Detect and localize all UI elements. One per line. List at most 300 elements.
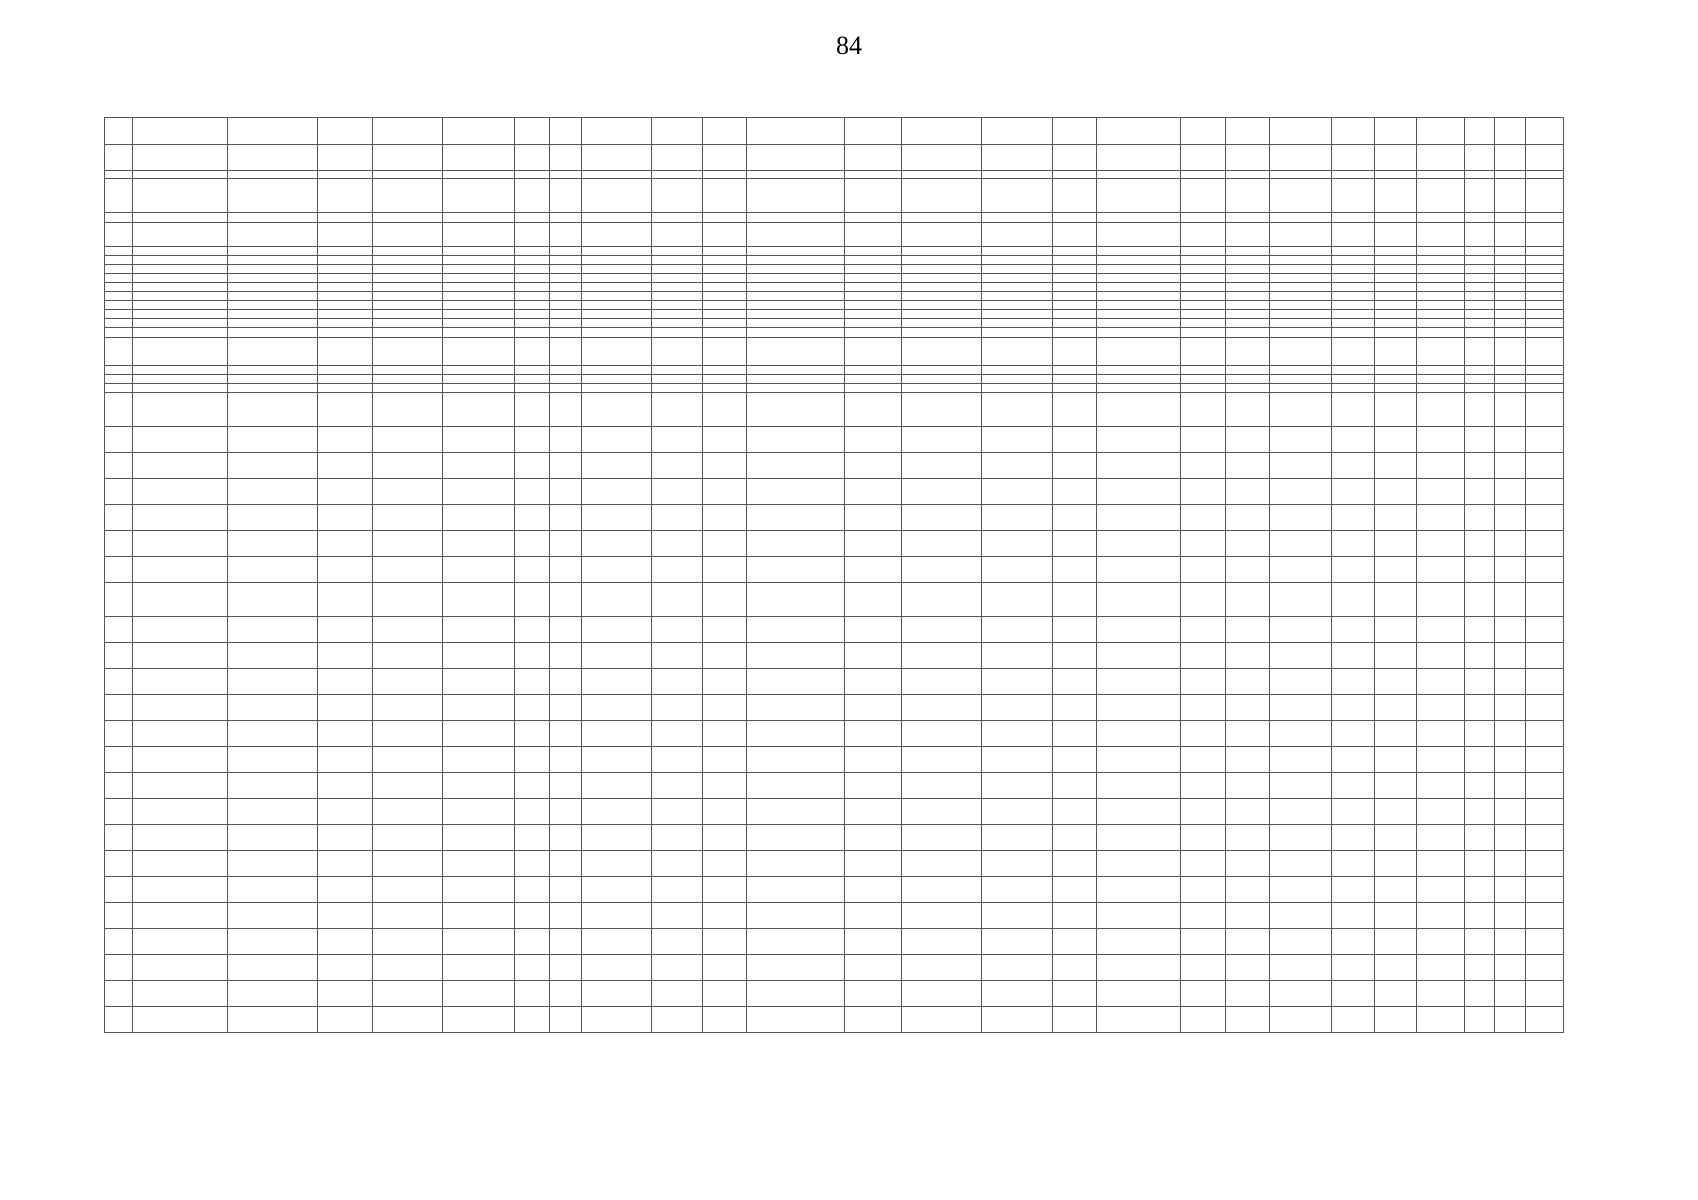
- table-cell: [318, 375, 372, 384]
- table-cell: [133, 955, 228, 981]
- table-cell: [982, 328, 1052, 338]
- table-cell: [515, 213, 549, 223]
- table-cell: [982, 179, 1052, 213]
- table-cell: [652, 453, 702, 479]
- table-cell: [1052, 877, 1096, 903]
- table-cell: [581, 773, 651, 799]
- table-cell: [652, 669, 702, 695]
- table-cell: [1270, 955, 1332, 981]
- table-row: [105, 292, 1564, 301]
- table-cell: [1332, 981, 1374, 1007]
- table-cell: [549, 283, 581, 292]
- table-cell: [133, 981, 228, 1007]
- table-cell: [133, 328, 228, 338]
- table-cell: [746, 310, 845, 319]
- table-cell: [652, 617, 702, 643]
- table-cell: [515, 283, 549, 292]
- table-cell: [318, 955, 372, 981]
- table-cell: [318, 617, 372, 643]
- table-cell: [1270, 223, 1332, 247]
- table-cell: [1225, 799, 1269, 825]
- table-cell: [1374, 393, 1416, 427]
- table-cell: [1181, 274, 1225, 283]
- table-cell: [1225, 531, 1269, 557]
- table-cell: [1525, 265, 1563, 274]
- table-cell: [227, 292, 318, 301]
- table-cell: [549, 643, 581, 669]
- table-cell: [746, 301, 845, 310]
- table-cell: [1096, 393, 1181, 427]
- column-header: [1096, 118, 1181, 145]
- table-cell: [443, 179, 515, 213]
- table-cell: [1465, 427, 1495, 453]
- table-cell: [105, 328, 133, 338]
- table-cell: [1096, 256, 1181, 265]
- table-cell: [702, 393, 746, 427]
- table-cell: [1465, 851, 1495, 877]
- table-cell: [1052, 328, 1096, 338]
- table-row: [105, 851, 1564, 877]
- table-cell: [1374, 274, 1416, 283]
- table-cell: [652, 366, 702, 375]
- table-cell: [1374, 747, 1416, 773]
- table-cell: [1052, 531, 1096, 557]
- table-cell: [227, 256, 318, 265]
- table-cell: [1525, 256, 1563, 265]
- table-cell: [133, 903, 228, 929]
- table-cell: [1181, 669, 1225, 695]
- table-cell: [549, 903, 581, 929]
- table-row: [105, 479, 1564, 505]
- table-cell: [227, 310, 318, 319]
- table-row: [105, 310, 1564, 319]
- table-cell: [652, 929, 702, 955]
- table-cell: [702, 328, 746, 338]
- table-cell: [702, 283, 746, 292]
- table-cell: [1525, 557, 1563, 583]
- table-cell: [1525, 274, 1563, 283]
- table-cell: [581, 393, 651, 427]
- table-cell: [901, 274, 981, 283]
- table-cell: [372, 319, 442, 328]
- table-cell: [549, 669, 581, 695]
- table-cell: [515, 393, 549, 427]
- table-cell: [746, 505, 845, 531]
- table-cell: [1096, 384, 1181, 393]
- table-cell: [1096, 721, 1181, 747]
- table-cell: [1416, 531, 1464, 557]
- table-cell: [746, 669, 845, 695]
- table-cell: [1096, 505, 1181, 531]
- table-cell: [133, 643, 228, 669]
- table-cell: [982, 274, 1052, 283]
- table-cell: [1332, 453, 1374, 479]
- table-cell: [549, 695, 581, 721]
- table-cell: [652, 328, 702, 338]
- table-cell: [1374, 328, 1416, 338]
- table-cell: [652, 1007, 702, 1033]
- table-cell: [372, 557, 442, 583]
- table-cell: [702, 799, 746, 825]
- table-cell: [1270, 256, 1332, 265]
- table-cell: [702, 1007, 746, 1033]
- table-cell: [1374, 256, 1416, 265]
- table-cell: [443, 247, 515, 256]
- table-cell: [1096, 1007, 1181, 1033]
- table-cell: [227, 375, 318, 384]
- table-cell: [1374, 669, 1416, 695]
- table-cell: [372, 955, 442, 981]
- table-cell: [845, 292, 901, 301]
- table-cell: [549, 531, 581, 557]
- table-cell: [1525, 799, 1563, 825]
- table-cell: [845, 427, 901, 453]
- table-cell: [1181, 338, 1225, 366]
- table-cell: [1416, 223, 1464, 247]
- table-row: [105, 877, 1564, 903]
- table-cell: [1181, 721, 1225, 747]
- table-cell: [372, 669, 442, 695]
- table-cell: [901, 825, 981, 851]
- table-cell: [227, 265, 318, 274]
- table-cell: [1374, 338, 1416, 366]
- table-cell: [982, 171, 1052, 179]
- table-cell: [105, 223, 133, 247]
- table-cell: [1096, 145, 1181, 171]
- table-cell: [1181, 1007, 1225, 1033]
- table-cell: [845, 179, 901, 213]
- column-header: [1052, 118, 1096, 145]
- table-cell: [1096, 643, 1181, 669]
- table-cell: [133, 179, 228, 213]
- table-cell: [133, 393, 228, 427]
- table-cell: [982, 877, 1052, 903]
- table-cell: [746, 171, 845, 179]
- table-cell: [105, 557, 133, 583]
- table-cell: [443, 557, 515, 583]
- table-cell: [1525, 583, 1563, 617]
- table-cell: [1332, 393, 1374, 427]
- table-cell: [652, 292, 702, 301]
- table-cell: [1096, 319, 1181, 328]
- table-cell: [105, 825, 133, 851]
- table-cell: [901, 375, 981, 384]
- table-cell: [549, 265, 581, 274]
- table-cell: [1374, 479, 1416, 505]
- table-cell: [1052, 338, 1096, 366]
- table-cell: [652, 427, 702, 453]
- table-cell: [702, 929, 746, 955]
- table-cell: [549, 301, 581, 310]
- table-cell: [1270, 721, 1332, 747]
- table-cell: [372, 505, 442, 531]
- table-cell: [1096, 903, 1181, 929]
- table-cell: [1270, 531, 1332, 557]
- table-cell: [1181, 283, 1225, 292]
- table-cell: [1270, 375, 1332, 384]
- table-cell: [1374, 453, 1416, 479]
- column-header: [372, 118, 442, 145]
- table-cell: [1416, 310, 1464, 319]
- table-cell: [1096, 427, 1181, 453]
- table-cell: [652, 505, 702, 531]
- table-cell: [901, 310, 981, 319]
- column-header: [318, 118, 372, 145]
- table-cell: [901, 505, 981, 531]
- column-header: [1181, 118, 1225, 145]
- table-cell: [1225, 393, 1269, 427]
- table-cell: [1374, 1007, 1416, 1033]
- table-cell: [652, 145, 702, 171]
- table-cell: [372, 338, 442, 366]
- column-header: [1374, 118, 1416, 145]
- table-row: [105, 721, 1564, 747]
- table-cell: [1525, 310, 1563, 319]
- table-cell: [652, 283, 702, 292]
- table-cell: [1052, 1007, 1096, 1033]
- table-cell: [227, 773, 318, 799]
- table-cell: [1181, 393, 1225, 427]
- table-cell: [227, 877, 318, 903]
- table-cell: [372, 145, 442, 171]
- table-cell: [1374, 531, 1416, 557]
- table-cell: [372, 773, 442, 799]
- table-cell: [1096, 695, 1181, 721]
- table-cell: [982, 301, 1052, 310]
- table-cell: [652, 274, 702, 283]
- table-cell: [1525, 617, 1563, 643]
- table-cell: [845, 981, 901, 1007]
- table-cell: [982, 669, 1052, 695]
- table-cell: [901, 903, 981, 929]
- table-cell: [1270, 505, 1332, 531]
- table-row: [105, 903, 1564, 929]
- table-cell: [105, 301, 133, 310]
- table-cell: [652, 747, 702, 773]
- table-cell: [982, 283, 1052, 292]
- table-cell: [746, 453, 845, 479]
- table-cell: [845, 479, 901, 505]
- table-cell: [515, 179, 549, 213]
- table-cell: [549, 825, 581, 851]
- table-cell: [702, 171, 746, 179]
- column-header: [1465, 118, 1495, 145]
- table-cell: [845, 256, 901, 265]
- table-cell: [1052, 310, 1096, 319]
- table-cell: [1374, 617, 1416, 643]
- table-cell: [581, 384, 651, 393]
- table-cell: [982, 310, 1052, 319]
- table-cell: [581, 531, 651, 557]
- table-row: [105, 747, 1564, 773]
- table-cell: [702, 375, 746, 384]
- column-header: [105, 118, 133, 145]
- table-cell: [1416, 929, 1464, 955]
- table-cell: [1374, 384, 1416, 393]
- table-cell: [1525, 531, 1563, 557]
- table-cell: [1374, 145, 1416, 171]
- table-cell: [443, 479, 515, 505]
- table-row: [105, 669, 1564, 695]
- table-cell: [1225, 301, 1269, 310]
- column-header: [227, 118, 318, 145]
- table-cell: [372, 384, 442, 393]
- table-cell: [372, 171, 442, 179]
- table-cell: [1181, 223, 1225, 247]
- table-cell: [443, 292, 515, 301]
- table-cell: [581, 310, 651, 319]
- table-cell: [1052, 179, 1096, 213]
- table-cell: [1181, 427, 1225, 453]
- table-cell: [1374, 851, 1416, 877]
- table-cell: [845, 643, 901, 669]
- table-cell: [1416, 851, 1464, 877]
- table-cell: [515, 274, 549, 283]
- table-cell: [1465, 1007, 1495, 1033]
- table-cell: [581, 283, 651, 292]
- table-cell: [1374, 301, 1416, 310]
- table-cell: [1225, 643, 1269, 669]
- table-cell: [1225, 256, 1269, 265]
- table-cell: [1495, 851, 1525, 877]
- table-cell: [1416, 1007, 1464, 1033]
- table-cell: [227, 366, 318, 375]
- table-cell: [901, 256, 981, 265]
- table-cell: [1374, 903, 1416, 929]
- table-cell: [1052, 453, 1096, 479]
- table-cell: [1096, 851, 1181, 877]
- table-cell: [318, 929, 372, 955]
- table-cell: [318, 265, 372, 274]
- table-cell: [1495, 247, 1525, 256]
- table-row: [105, 384, 1564, 393]
- table-cell: [372, 393, 442, 427]
- table-cell: [1270, 247, 1332, 256]
- table-cell: [227, 328, 318, 338]
- table-cell: [652, 643, 702, 669]
- table-cell: [746, 213, 845, 223]
- table-cell: [1374, 825, 1416, 851]
- table-cell: [982, 617, 1052, 643]
- table-cell: [982, 981, 1052, 1007]
- table-cell: [901, 981, 981, 1007]
- table-row: [105, 247, 1564, 256]
- table-cell: [1332, 338, 1374, 366]
- table-cell: [1332, 292, 1374, 301]
- table-cell: [746, 319, 845, 328]
- table-cell: [105, 505, 133, 531]
- table-cell: [845, 375, 901, 384]
- table-cell: [746, 825, 845, 851]
- table-cell: [1525, 301, 1563, 310]
- table-cell: [1525, 171, 1563, 179]
- table-cell: [1465, 531, 1495, 557]
- table-cell: [1270, 292, 1332, 301]
- table-cell: [652, 773, 702, 799]
- table-cell: [845, 669, 901, 695]
- table-cell: [746, 274, 845, 283]
- table-cell: [1181, 505, 1225, 531]
- table-cell: [1525, 283, 1563, 292]
- table-cell: [1495, 695, 1525, 721]
- table-cell: [1332, 375, 1374, 384]
- table-cell: [652, 393, 702, 427]
- table-cell: [227, 583, 318, 617]
- table-cell: [1052, 903, 1096, 929]
- table-cell: [1525, 643, 1563, 669]
- table-cell: [845, 453, 901, 479]
- table-cell: [515, 223, 549, 247]
- table-cell: [1225, 617, 1269, 643]
- table-cell: [1181, 179, 1225, 213]
- table-row: [105, 929, 1564, 955]
- table-cell: [581, 721, 651, 747]
- table-cell: [1270, 903, 1332, 929]
- table-cell: [1525, 213, 1563, 223]
- table-cell: [1181, 747, 1225, 773]
- table-row: [105, 453, 1564, 479]
- table-cell: [901, 384, 981, 393]
- column-header: [901, 118, 981, 145]
- table-cell: [443, 695, 515, 721]
- table-cell: [1270, 310, 1332, 319]
- table-cell: [1332, 721, 1374, 747]
- table-cell: [133, 223, 228, 247]
- table-cell: [1416, 384, 1464, 393]
- table-cell: [1096, 247, 1181, 256]
- table-cell: [1465, 695, 1495, 721]
- table-cell: [1416, 773, 1464, 799]
- table-cell: [105, 292, 133, 301]
- table-cell: [1052, 274, 1096, 283]
- table-cell: [1416, 453, 1464, 479]
- table-cell: [1525, 179, 1563, 213]
- table-cell: [515, 384, 549, 393]
- table-cell: [652, 721, 702, 747]
- table-cell: [372, 283, 442, 292]
- table-cell: [581, 256, 651, 265]
- table-cell: [1465, 310, 1495, 319]
- table-cell: [318, 903, 372, 929]
- table-cell: [901, 877, 981, 903]
- table-row: [105, 617, 1564, 643]
- table-cell: [1525, 505, 1563, 531]
- table-cell: [443, 338, 515, 366]
- table-cell: [1416, 393, 1464, 427]
- table-cell: [443, 223, 515, 247]
- table-cell: [901, 747, 981, 773]
- table-cell: [318, 773, 372, 799]
- table-cell: [652, 265, 702, 274]
- table-cell: [372, 583, 442, 617]
- table-cell: [515, 799, 549, 825]
- table-cell: [227, 557, 318, 583]
- table-cell: [549, 328, 581, 338]
- waste-site-registry-table: [104, 117, 1564, 1033]
- table-cell: [1525, 1007, 1563, 1033]
- table-cell: [443, 274, 515, 283]
- table-cell: [901, 643, 981, 669]
- table-cell: [746, 747, 845, 773]
- table-cell: [982, 531, 1052, 557]
- table-cell: [105, 375, 133, 384]
- table-cell: [1465, 479, 1495, 505]
- table-cell: [1465, 393, 1495, 427]
- table-cell: [1525, 773, 1563, 799]
- table-cell: [1416, 903, 1464, 929]
- table-cell: [133, 274, 228, 283]
- table-cell: [1052, 479, 1096, 505]
